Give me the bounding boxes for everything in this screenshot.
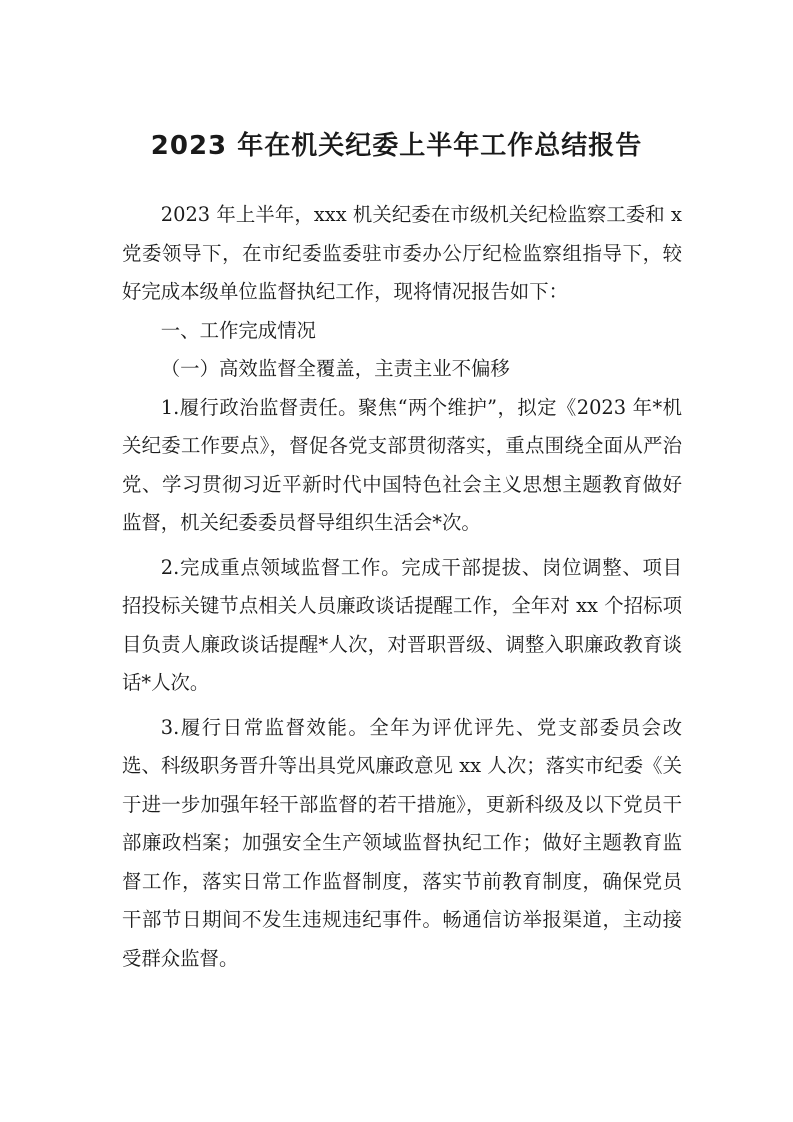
paragraph-item-1: 1.履行政治监督责任。聚焦“两个维护”，拟定《2023 年*机关纪委工作要点》，督促各党支部贯彻落实，重点围绕全面从严治党、学习贯彻习近平新时代中国特色社会主义思想主题教育做好监督，机关纪委委员督导组织生活会*次。	[122, 395, 682, 534]
document-title: 2023 年在机关纪委上半年工作总结报告	[150, 131, 643, 161]
paragraph-item-3: 3.履行日常监督效能。全年为评优评先、党支部委员会改选、科级职务晋升等出具党风廉政意见 xx 人次；落实市纪委《关于进一步加强年轻干部监督的若干措施》，更新科级及以下党员干部廉政档案；加强安全生产领域监督执纪工作；做好主题教育监督工作，落实日常工作监督制度，落实节前教育制度，确保党员干部节日期间不发生违规违纪事件。畅通信访举报渠道，主动接受群众监督。	[122, 715, 682, 970]
paragraph-intro: 2023 年上半年，xxx 机关纪委在市级机关纪检监察工委和 x 党委领导下，在市纪委监委驻市委办公厅纪检监察组指导下，较好完成本级单位监督执纪工作，现将情况报告如下：	[122, 203, 682, 303]
subsection-heading: （一）高效监督全覆盖，主责主业不偏移	[160, 357, 510, 380]
section-heading: 一、工作完成情况	[160, 318, 316, 342]
document-body	[122, 196, 682, 978]
paragraph-item-2: 2.完成重点领域监督工作。完成干部提拔、岗位调整、项目招投标关键节点相关人员廉政谈话提醒工作，全年对 xx 个招标项目负责人廉政谈话提醒*人次，对晋职晋级、调整入职廉政教育谈话*人次。	[122, 555, 682, 694]
